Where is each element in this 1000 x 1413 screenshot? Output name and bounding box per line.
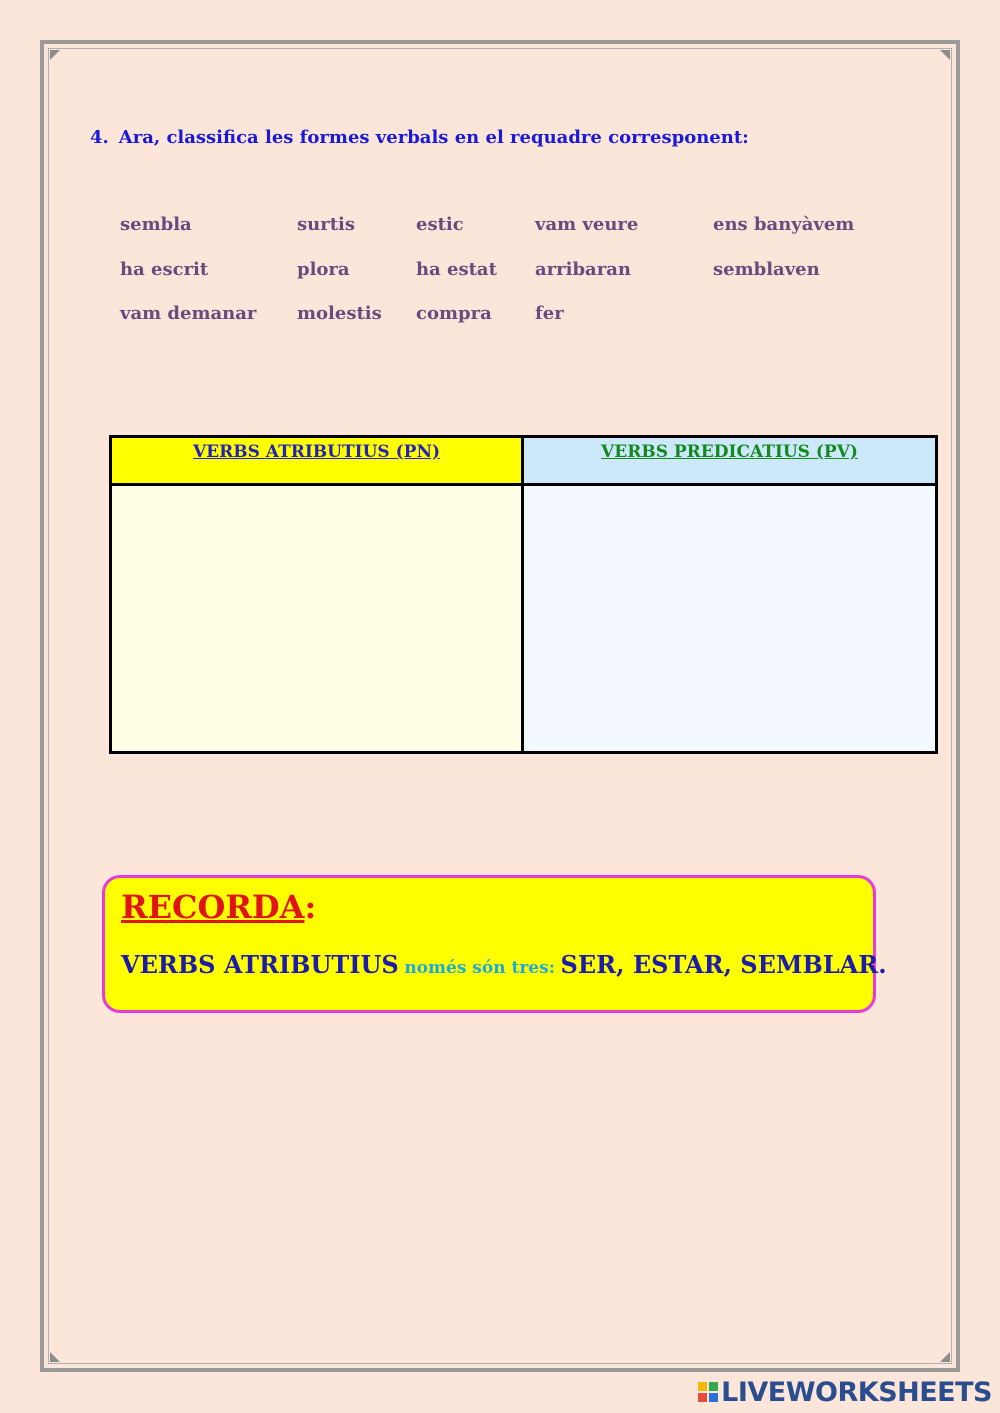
logo-square: [709, 1382, 718, 1391]
instruction-text: Ara, classifica les formes verbals en el requadre corresponent:: [118, 127, 749, 148]
word-item: compra: [416, 303, 492, 324]
word-item: ens banyàvem: [713, 214, 855, 235]
rule-connector: només són tres:: [404, 958, 555, 978]
rule-subject: VERBS ATRIBUTIUS: [121, 950, 399, 979]
logo-square: [698, 1393, 707, 1402]
recorda-box: [102, 875, 887, 1013]
liveworksheets-logo: [698, 1377, 992, 1407]
rule-verbs: SER, ESTAR, SEMBLAR.: [560, 950, 887, 979]
word-item: ha escrit: [120, 259, 209, 280]
recorda-title-colon: :: [304, 888, 317, 926]
recorda-title-text: RECORDA: [121, 888, 305, 926]
word-item: semblaven: [713, 259, 820, 280]
classification-table: [109, 435, 938, 754]
recorda-title: [121, 888, 316, 926]
word-item: sembla: [120, 214, 192, 235]
logo-square: [698, 1382, 707, 1391]
exercise-number: 4.: [90, 127, 109, 148]
logo-square: [709, 1393, 718, 1402]
drop-zone-predicatius[interactable]: [524, 486, 935, 751]
logo-mark-icon: [698, 1382, 718, 1402]
recorda-rule: [121, 950, 887, 979]
logo-text: LIVEWORKSHEETS: [721, 1376, 992, 1408]
word-item: ha estat: [416, 259, 497, 280]
word-item: plora: [297, 259, 350, 280]
corner-ornament-top-right: [940, 50, 950, 60]
word-item: vam demanar: [120, 303, 257, 324]
word-item: fer: [535, 303, 564, 324]
corner-ornament-bottom-right: [940, 1352, 950, 1362]
word-item: vam veure: [535, 214, 639, 235]
word-item: arribaran: [535, 259, 631, 280]
drop-zone-atributius[interactable]: [112, 486, 524, 751]
corner-ornament-top-left: [50, 50, 60, 60]
exercise-instruction: [90, 127, 749, 148]
word-item: estic: [416, 214, 464, 235]
word-item: molestis: [297, 303, 382, 324]
header-verbs-atributius: VERBS ATRIBUTIUS (PN): [112, 438, 524, 486]
corner-ornament-bottom-left: [50, 1352, 60, 1362]
header-verbs-predicatius: VERBS PREDICATIUS (PV): [524, 438, 935, 486]
word-item: surtis: [297, 214, 355, 235]
